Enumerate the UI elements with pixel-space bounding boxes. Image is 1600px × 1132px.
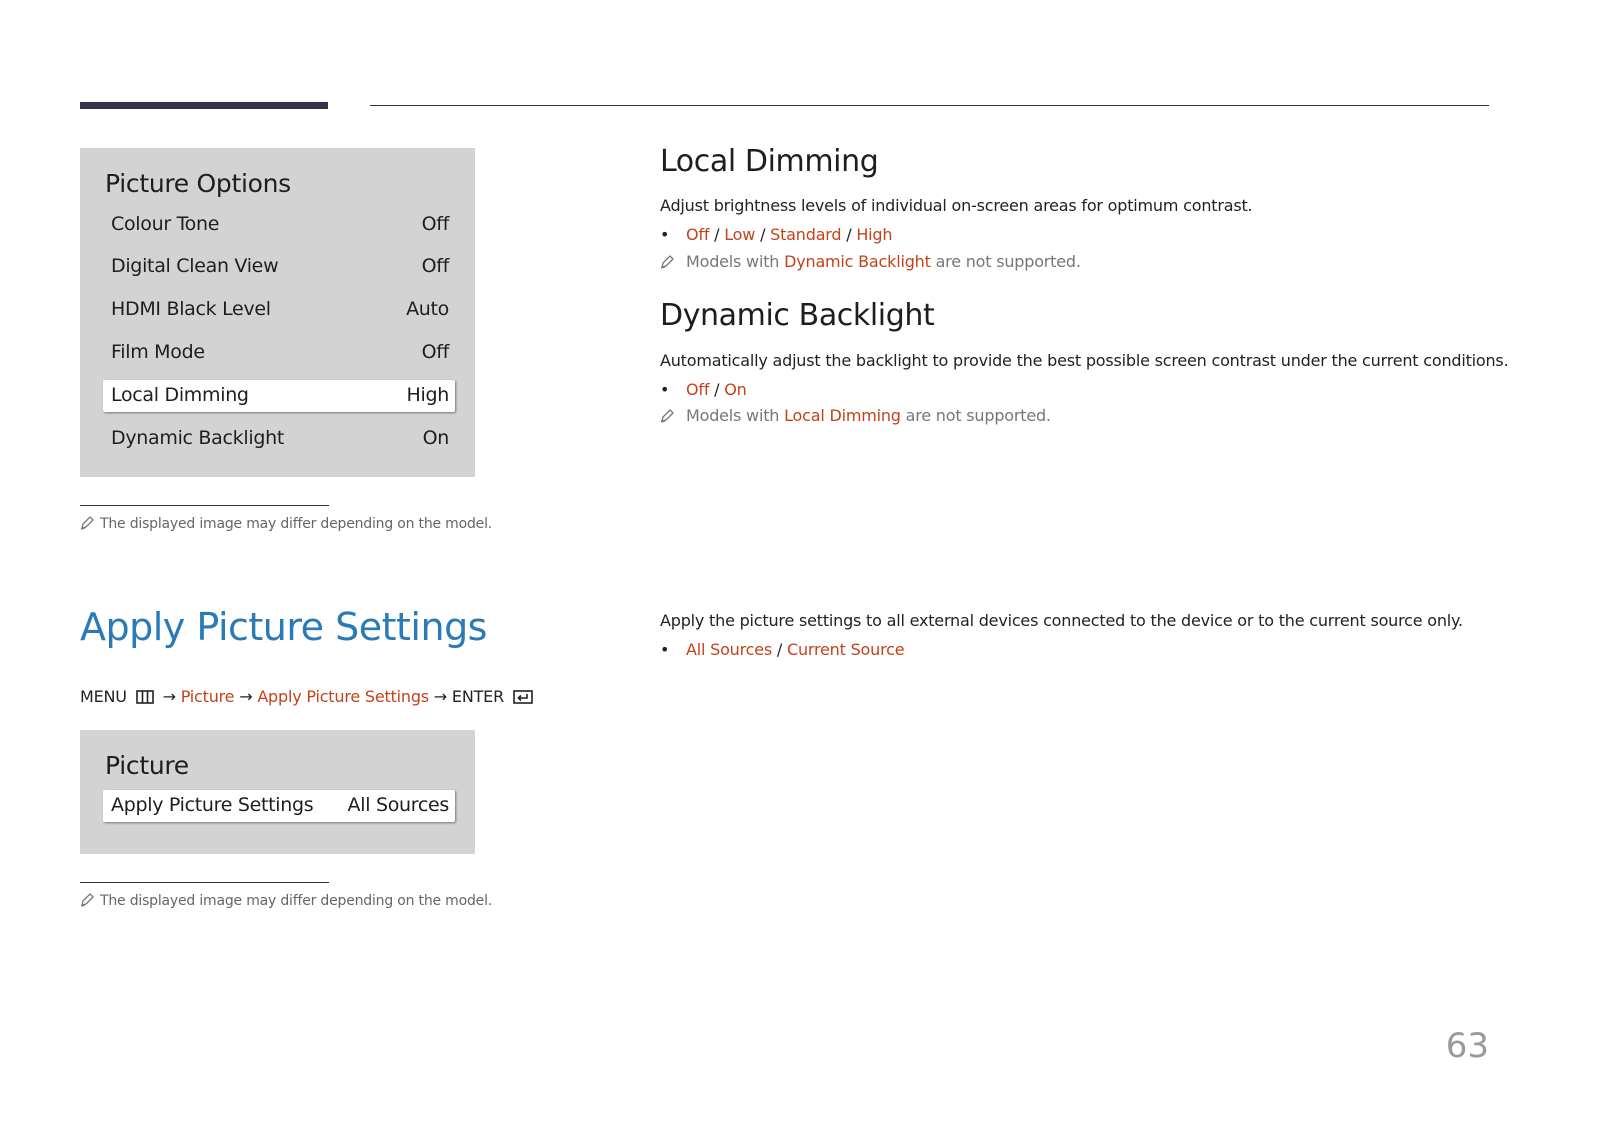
arrow: → [162,687,176,706]
option-high: High [856,225,893,244]
note-suffix: are not supported. [905,406,1051,425]
enter-label: ENTER [451,687,504,706]
dynamic-backlight-options [660,380,747,399]
menu-item-film-mode[interactable] [103,337,455,369]
menu-item-label: Dynamic Backlight [111,427,284,449]
option-current-source: Current Source [787,640,905,659]
page-number: 63 [1445,1026,1489,1066]
menu-item-value: Auto [406,298,449,320]
local-dimming-note [660,252,1081,271]
note-suffix: are not supported. [935,252,1081,271]
menu-step-picture: Picture [180,687,235,706]
panel-title: Picture Options [105,169,291,198]
option-standard: Standard [770,225,842,244]
footnote-text: The displayed image may differ depending on the model. [100,516,493,532]
dynamic-backlight-heading: Dynamic Backlight [660,298,935,333]
picture-options-panel [80,148,475,477]
menu-item-value: All Sources [347,794,449,816]
option-off: Off [686,380,710,399]
menu-step-apply-picture-settings: Apply Picture Settings [257,687,429,706]
option-on: On [724,380,747,399]
menu-item-value: High [406,384,449,406]
arrow: → [239,687,253,706]
bullet: • [660,225,670,244]
dynamic-backlight-description: Automatically adjust the backlight to provide the best possible screen contrast under the current conditions. [660,351,1509,370]
apply-picture-settings-options [660,640,904,659]
menu-item-value: Off [421,213,449,235]
arrow: → [433,687,448,706]
note-prefix: Models with [686,406,780,425]
separator: / [776,640,783,659]
menu-item-label: Local Dimming [111,384,249,406]
bullet: • [660,380,670,399]
local-dimming-heading: Local Dimming [660,144,879,179]
footnote-text: The displayed image may differ depending on the model. [100,893,493,909]
panel-title: Picture [105,751,189,780]
option-all-sources: All Sources [686,640,773,659]
menu-item-label: Colour Tone [111,213,220,235]
apply-picture-settings-heading: Apply Picture Settings [80,605,487,649]
menu-item-label: Apply Picture Settings [111,794,314,816]
dynamic-backlight-note [660,406,1051,425]
separator: / [714,225,720,244]
menu-item-dynamic-backlight[interactable] [103,423,455,455]
menu-item-value: Off [421,341,449,363]
option-off: Off [686,225,710,244]
pencil-note-icon [660,409,674,423]
menu-item-label: HDMI Black Level [111,298,271,320]
note-prefix: Models with [686,252,780,271]
menu-icon [136,690,154,704]
menu-item-apply-picture-settings[interactable] [103,790,455,822]
footnote-rule [80,505,329,506]
separator: / [760,225,766,244]
footnote [80,893,492,909]
picture-panel [80,730,475,854]
menu-item-label: Digital Clean View [111,255,279,277]
menu-item-local-dimming[interactable] [103,380,455,412]
menu-item-label: Film Mode [111,341,205,363]
menu-item-digital-clean-view[interactable] [103,251,455,283]
enter-icon [513,690,533,704]
pencil-note-icon [80,893,94,907]
separator: / [714,380,720,399]
menu-item-colour-tone[interactable] [103,209,455,241]
local-dimming-options [660,225,892,244]
local-dimming-description: Adjust brightness levels of individual on-screen areas for optimum contrast. [660,196,1253,215]
apply-picture-settings-description: Apply the picture settings to all external devices connected to the device or to the current source only. [660,611,1463,630]
footnote [80,516,492,532]
option-low: Low [724,225,756,244]
pencil-note-icon [660,255,674,269]
note-link-local-dimming: Local Dimming [784,406,901,425]
header-accent-bar [80,102,328,109]
menu-item-value: Off [421,255,449,277]
bullet: • [660,640,670,659]
header-rule [370,105,1489,106]
note-link-dynamic-backlight: Dynamic Backlight [784,252,931,271]
footnote-rule [80,882,329,883]
menu-item-hdmi-black-level[interactable] [103,294,455,326]
pencil-note-icon [80,516,94,530]
menu-path [80,687,537,706]
menu-item-value: On [422,427,449,449]
menu-label: MENU [80,687,127,706]
separator: / [846,225,852,244]
